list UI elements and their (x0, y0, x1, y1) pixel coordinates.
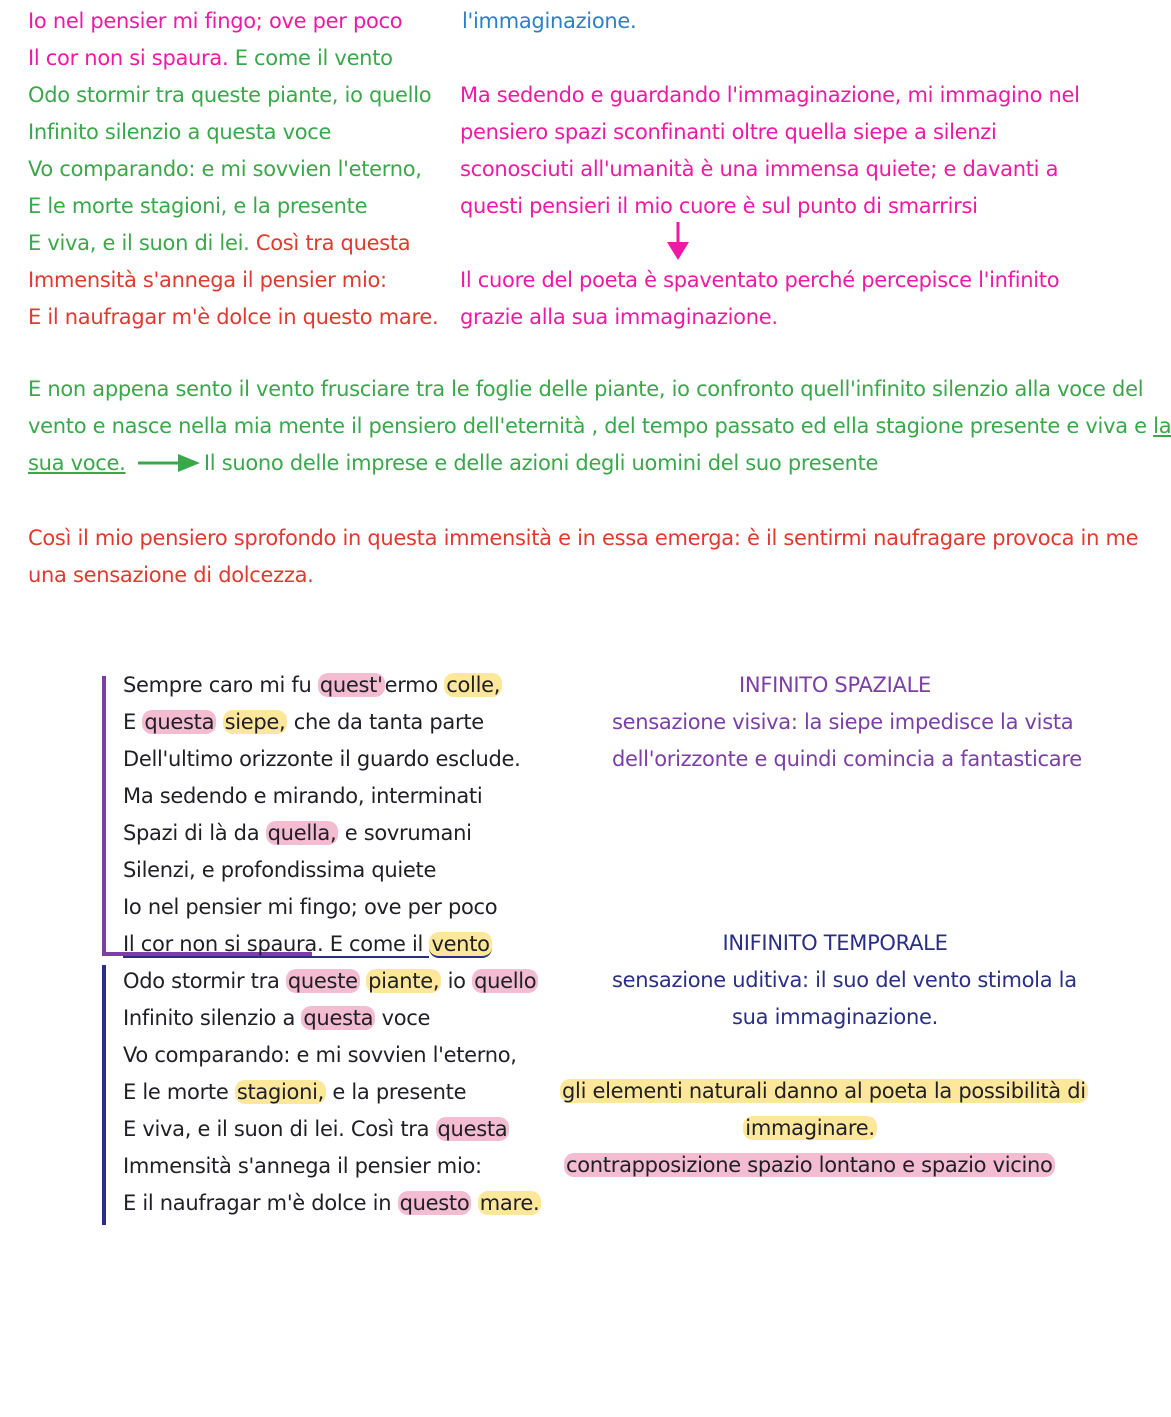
paragraph-fragment: la (1153, 414, 1171, 438)
note-line (560, 1073, 1086, 1110)
poem-line: Vo comparando: e mi sovvien l'eterno, (123, 1043, 517, 1067)
top-poem-line: Vo comparando: e mi sovvien l'eterno, (28, 157, 422, 181)
section-title: INFINITO SPAZIALE (739, 673, 931, 697)
top-poem-line (28, 225, 438, 262)
paragraph-line: una sensazione di dolcezza. (28, 563, 314, 587)
poem-line (123, 926, 541, 963)
poem-fragment: E le morte (123, 1080, 235, 1104)
poem-fragment: Infinito silenzio a (123, 1006, 302, 1030)
poem-line: Ma sedendo e mirando, interminati (123, 784, 483, 808)
poem-fragment: che da tanta parte (287, 710, 484, 734)
green-paragraph (28, 371, 1171, 482)
section-line: sensazione uditiva: il suo del vento stimola la (612, 968, 1077, 992)
poem-line: Dell'ultimo orizzonte il guardo esclude. (123, 747, 521, 771)
poem-line (123, 963, 541, 1000)
bracket-line-temporale (102, 965, 106, 1225)
paragraph-line (28, 408, 1171, 445)
poem-line: Immensità s'annega il pensier mio: (123, 1154, 482, 1178)
note-line (560, 1110, 1060, 1147)
poem-fragment: io (441, 969, 473, 993)
poem-highlight: vento (431, 932, 490, 956)
poem-highlight: quest' (319, 673, 383, 697)
note-immaginazione: l'immaginazione. (462, 9, 637, 33)
poem-fragment (471, 1191, 477, 1215)
poem-highlight: mare. (479, 1191, 540, 1215)
poem-fragment: Spazi di là da (123, 821, 266, 845)
poem-fragment: E il naufragar m'è dolce in (123, 1191, 398, 1215)
note-highlight: contrapposizione spazio lontano e spazio vicino (566, 1153, 1053, 1177)
top-poem-fragment: Il cor non si spaura. (28, 46, 229, 70)
poem-highlight: quello (474, 969, 537, 993)
top-poem-line: Infinito silenzio a questa voce (28, 120, 332, 144)
top-poem-line: Io nel pensier mi fingo; ove per poco (28, 9, 403, 33)
paragraph-line: E non appena sento il vento frusciare tra le foglie delle piante, io confronto quell'infinito silenzio alla voce del (28, 377, 1144, 401)
note-line: Ma sedendo e guardando l'immaginazione, mi immagino nel (460, 83, 1080, 107)
poem-fragment: E (123, 710, 143, 734)
top-poem-fragment: E viva, e il suon di lei. (28, 231, 250, 255)
poem-highlight: piante, (368, 969, 440, 993)
top-poem (28, 3, 438, 336)
top-poem-line: E le morte stagioni, e la presente (28, 194, 368, 218)
poem-highlight: questo (399, 1191, 470, 1215)
poem-fragment: e sovrumani (338, 821, 472, 845)
note-conclusion (460, 262, 1059, 336)
paragraph-line (28, 445, 1171, 482)
note-line: sconosciuti all'umanità è una immensa quiete; e davanti a (460, 157, 1059, 181)
poem-fragment: E viva, e il suon di lei. Così tra (123, 1117, 436, 1141)
poem-line (123, 1000, 541, 1037)
poem-line (123, 667, 541, 704)
poem-line (123, 1185, 541, 1222)
poem-line: Silenzi, e profondissima quiete (123, 858, 437, 882)
poem-highlight: stagioni, (236, 1080, 325, 1104)
poem-highlight: siepe, (224, 710, 286, 734)
poem-line (123, 1074, 541, 1111)
arrow-right-icon (138, 453, 202, 473)
poem-highlight: colle, (446, 673, 501, 697)
top-poem-line: E il naufragar m'è dolce in questo mare. (28, 305, 439, 329)
poem-fragment: Il cor non si spaura. (123, 932, 330, 956)
poem-fragment: voce (375, 1006, 431, 1030)
top-poem-fragment: E come il vento (228, 46, 393, 70)
section-spaziale (612, 667, 1082, 778)
bracket-line-spaziale (102, 676, 106, 954)
red-paragraph (28, 520, 1138, 594)
top-poem-line (28, 40, 438, 77)
section-line: sensazione visiva: la siepe impedisce la vista (612, 710, 1074, 734)
note-highlight: gli elementi naturali danno al poeta la possibilità di (562, 1079, 1086, 1103)
section-temporale (612, 925, 1077, 1036)
poem-fragment: e la presente (326, 1080, 467, 1104)
arrow-down-icon (664, 220, 692, 264)
section-title: INIFINITO TEMPORALE (722, 931, 948, 955)
poem-highlight: questa (303, 1006, 374, 1030)
note-highlight: immaginare. (745, 1116, 875, 1140)
poem-highlight: questa (144, 710, 215, 734)
poem-highlight: quella, (267, 821, 337, 845)
note-line (560, 1147, 1060, 1184)
poem-fragment: Sempre caro mi fu (123, 673, 318, 697)
paragraph-fragment: sua voce. (28, 451, 126, 475)
note-line: questi pensieri il mio cuore è sul punto di smarrirsi (460, 194, 978, 218)
poem-fragment: Odo stormir tra (123, 969, 286, 993)
poem-highlight: queste (287, 969, 358, 993)
paragraph-line: Così il mio pensiero sprofondo in questa immensità e in essa emerga: è il sentirmi naufragare provoca in me (28, 526, 1139, 550)
top-poem-line: Odo stormir tra queste piante, io quello (28, 83, 432, 107)
note-line: grazie alla sua immaginazione. (460, 305, 778, 329)
poem-fragment: E come il (329, 932, 430, 956)
poem-fragment: ermo (384, 673, 445, 697)
poem-line (123, 704, 541, 741)
paragraph-fragment: vento e nasce nella mia mente il pensiero dell'eternità , del tempo passato ed ella stagione presente e viva e (28, 414, 1154, 438)
note-line: pensiero spazi sconfinanti oltre quella siepe a silenzi (460, 120, 997, 144)
poem-infinito (123, 667, 541, 1222)
bottom-notes (560, 1073, 1086, 1184)
poem-line: Io nel pensier mi fingo; ove per poco (123, 895, 498, 919)
top-poem-line: Immensità s'annega il pensier mio: (28, 268, 387, 292)
poem-line (123, 815, 541, 852)
poem-line (123, 1111, 541, 1148)
top-poem-fragment: Così tra questa (249, 231, 411, 255)
note-paraphrase (460, 77, 1080, 225)
section-line: dell'orizzonte e quindi comincia a fantasticare (612, 747, 1082, 771)
section-line: sua immaginazione. (732, 1005, 938, 1029)
poem-fragment (216, 710, 222, 734)
paragraph-fragment: Il suono delle imprese e delle azioni degli uomini del suo presente (203, 451, 879, 475)
note-line: Il cuore del poeta è spaventato perché percepisce l'infinito (460, 268, 1060, 292)
poem-highlight: questa (437, 1117, 508, 1141)
